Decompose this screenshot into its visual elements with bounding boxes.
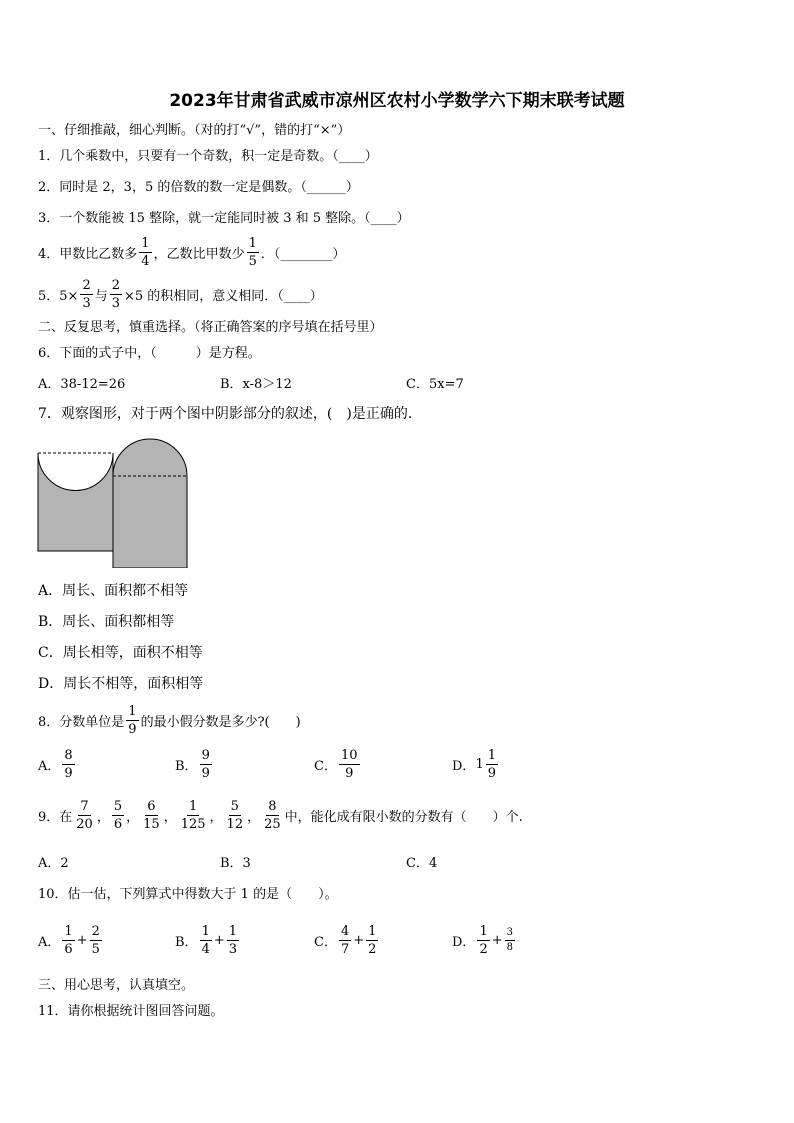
fraction: $\frac{8}{25}$ <box>264 798 281 832</box>
question-4: 4．甲数比乙数多 $\frac{1}{4}$ ，乙数比甲数少 $\frac{1}{5}$ ．（________） <box>38 235 346 269</box>
fraction: $\frac{5}{12}$ <box>226 798 244 832</box>
q9-option-c: C．4 <box>406 855 438 871</box>
q6-option-c: C．5x=7 <box>406 376 464 392</box>
q10-option-d: D． $\frac{1}{2}$ + $\frac{3}{8}$ <box>452 923 513 957</box>
question-6: 6．下面的式子中，（ ）是方程。 <box>38 345 261 361</box>
section-3-heading: 三、用心思考，认真填空。 <box>38 977 195 993</box>
document-title: 2023年甘肃省武威市凉州区农村小学数学六下期末联考试题 <box>169 91 625 111</box>
fraction: $\frac{5}{6}$ <box>113 798 123 832</box>
question-10: 10．估一估，下列算式中得数大于 1 的是（ ）。 <box>38 886 338 902</box>
q8-option-b: B． $\frac{9}{9}$ <box>175 747 210 781</box>
fraction: $\frac{1}{5}$ <box>248 235 257 269</box>
q9-option-b: B．3 <box>220 855 251 871</box>
question-5: 5．5× $\frac{2}{3}$ 与 $\frac{2}{3}$ ×5 的积相同，意义相同．（____） <box>38 277 323 311</box>
question-8: 8．分数单位是 $\frac{1}{9}$ 的最小假分数是多少?( ) <box>38 703 301 737</box>
fraction: $\frac{2}{3}$ <box>82 277 91 311</box>
section-2-heading: 二、反复思考，慎重选择。（将正确答案的序号填在括号里） <box>38 319 383 335</box>
question-9: 9．在 $\frac{7}{20}$ ， $\frac{5}{6}$ ， $\frac{6}{15}$ ， $\frac{1}{125}$ ， $\frac{5}{12}$ ， $\frac{8}{25}$ 中，能化成有限小数的分数有（ ）个. <box>38 798 523 832</box>
fraction: $\frac{2}{3}$ <box>111 277 121 311</box>
q7-option-a: A．周长、面积都不相等 <box>38 583 189 599</box>
q10-option-c: C． $\frac{4}{7}$ + $\frac{1}{2}$ <box>314 923 377 957</box>
q8-option-d: D． 1 $\frac{1}{9}$ <box>452 747 496 781</box>
section-1-heading: 一、仔细推敲，细心判断。（对的打“√”，错的打“×”） <box>38 122 351 138</box>
fraction: $\frac{1}{125}$ <box>180 798 206 832</box>
q7-option-b: B．周长、面积都相等 <box>38 614 175 630</box>
question-2: 2．同时是 2，3，5 的倍数的数一定是偶数。（______） <box>38 179 359 195</box>
figure-left-shape <box>38 453 113 551</box>
question-1: 1．几个乘数中，只要有一个奇数，积一定是奇数。（____） <box>38 148 378 164</box>
fraction: $\frac{1}{4}$ <box>141 235 150 269</box>
q7-option-c: C．周长相等，面积不相等 <box>38 645 203 661</box>
q7-option-d: D．周长不相等，面积相等 <box>38 676 204 692</box>
q10-option-a: A． $\frac{1}{6}$ + $\frac{2}{5}$ <box>38 923 100 957</box>
fraction: $\frac{1}{9}$ <box>128 703 137 737</box>
q9-option-a: A．2 <box>38 855 69 871</box>
fraction: $\frac{6}{15}$ <box>143 798 160 832</box>
fraction: $\frac{7}{20}$ <box>76 798 93 832</box>
q8-option-c: C． $\frac{10}{9}$ <box>314 747 358 781</box>
q10-option-b: B． $\frac{1}{4}$ + $\frac{1}{3}$ <box>175 923 238 957</box>
question-11: 11．请你根据统计图回答问题。 <box>38 1003 224 1019</box>
question-3: 3．一个数能被 15 整除，就一定能同时被 3 和 5 整除。（____） <box>38 210 410 226</box>
figure-right-shape <box>113 439 187 568</box>
q6-option-b: B．x-8＞12 <box>220 376 292 392</box>
q6-option-a: A．38-12=26 <box>38 376 126 392</box>
question-7: 7．观察图形，对于两个图中阴影部分的叙述，( )是正确的． <box>38 406 422 422</box>
shaded-figures <box>37 436 189 568</box>
q8-option-a: A． $\frac{8}{9}$ <box>38 747 73 781</box>
